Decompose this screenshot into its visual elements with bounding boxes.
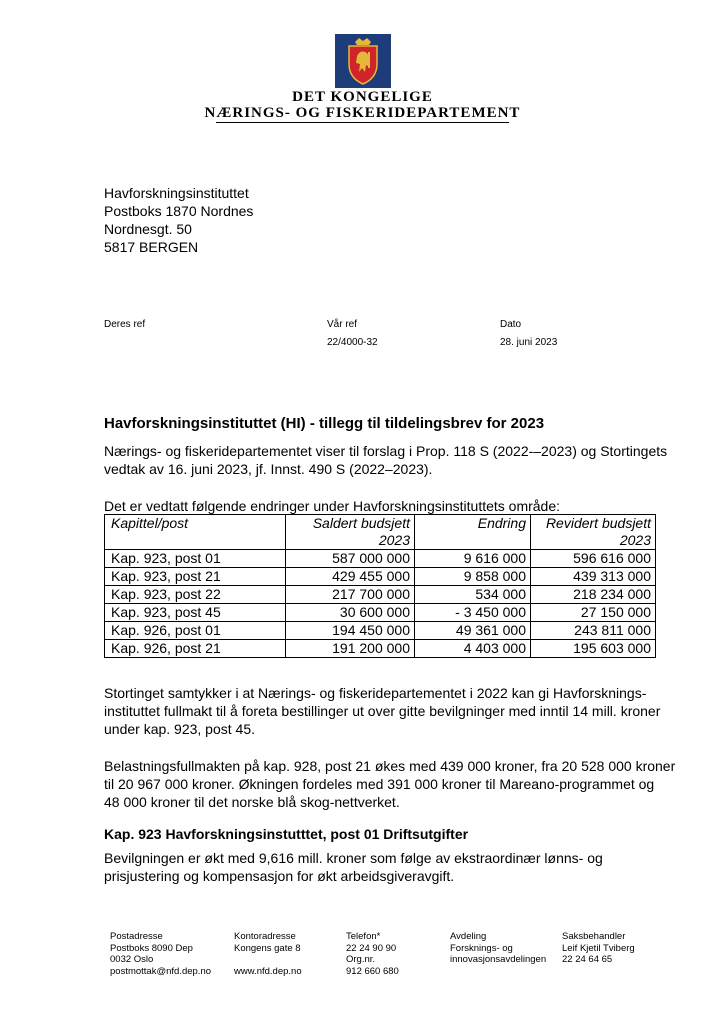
cell-endring: 9 616 000 xyxy=(415,550,531,568)
table-intro xyxy=(104,497,664,515)
var-ref-value: 22/4000-32 xyxy=(327,337,378,348)
cell-endring: 534 000 xyxy=(415,586,531,604)
text-line: Stortinget samtykker i at Nærings- og fiskeridepartementet i 2022 kan gi Havforsknings- xyxy=(104,685,647,701)
footer-website[interactable]: www.nfd.dep.no xyxy=(234,965,302,977)
coat-of-arms-logo xyxy=(335,34,391,88)
var-ref-label: Vår ref xyxy=(327,319,358,330)
header-saldert-budsjett xyxy=(286,515,415,550)
cell-endring: 9 858 000 xyxy=(415,568,531,586)
belastning-paragraph xyxy=(104,757,676,811)
text-line: Belastningsfullmakten på kap. 928, post 21 økes med 439 000 kroner, fra 20 528 000 kroner xyxy=(104,758,676,774)
text-line: Det er vedtatt følgende endringer under Havforskningsinstituttets område: xyxy=(104,498,561,514)
recipient-address xyxy=(104,184,253,256)
footer-line xyxy=(450,966,546,978)
footer-line: 22 24 90 90 xyxy=(346,942,397,954)
ministry-underline xyxy=(216,122,509,123)
footer-line: Avdeling xyxy=(450,931,487,942)
footer-postal-address xyxy=(110,931,211,977)
text-line: vedtak av 16. juni 2023, jf. Innst. 490 S (2022–2023). xyxy=(104,461,433,477)
cell-post: Kap. 923, post 22 xyxy=(105,586,286,604)
table-row xyxy=(105,640,656,658)
bevilgning-paragraph xyxy=(104,849,664,885)
cell-saldert: 587 000 000 xyxy=(286,550,415,568)
footer-line: 0032 Oslo xyxy=(110,954,154,965)
text-line: Bevilgningen er økt med 9,616 mill. kroner som følge av ekstraordinær lønns- og xyxy=(104,850,603,866)
footer-case-officer xyxy=(562,931,635,977)
footer-office-address xyxy=(234,931,302,977)
text-line: prisjustering og kompensasjon for økt arbeidsgiveravgift. xyxy=(104,868,455,884)
header-endring: Endring xyxy=(415,515,531,550)
footer-line: Leif Kjetil Tviberg xyxy=(562,942,635,954)
cell-endring: 49 361 000 xyxy=(415,622,531,640)
footer-line xyxy=(562,966,635,978)
footer-line: innovasjonsavdelingen xyxy=(450,954,547,965)
cell-revidert: 596 616 000 xyxy=(531,550,656,568)
text-line: instituttet fullmakt til å foreta bestillinger ut over gitte bevilgninger med inntil 14 mill. kroner xyxy=(104,703,661,719)
cell-post: Kap. 926, post 21 xyxy=(105,640,286,658)
deres-ref-label: Deres ref xyxy=(104,319,146,330)
cell-revidert: 243 811 000 xyxy=(531,622,656,640)
table-row xyxy=(105,586,656,604)
cell-revidert: 27 150 000 xyxy=(531,604,656,622)
cell-revidert: 218 234 000 xyxy=(531,586,656,604)
cell-endring: - 3 450 000 xyxy=(415,604,531,622)
footer-line: Postboks 8090 Dep xyxy=(110,942,193,954)
text-line: 48 000 kroner til det norske blå skog-nettverket. xyxy=(104,794,400,810)
table-header-row xyxy=(105,515,656,550)
cell-revidert: 195 603 000 xyxy=(531,640,656,658)
cell-saldert: 217 700 000 xyxy=(286,586,415,604)
footer-department xyxy=(450,931,546,977)
table-row xyxy=(105,550,656,568)
address-line: Havforskningsinstituttet xyxy=(104,185,249,201)
header-text: Saldert budsjett xyxy=(312,515,410,531)
section-heading: Kap. 923 Havforskningsinstutttet, post 01 Driftsutgifter xyxy=(104,826,469,842)
address-line: Nordnesgt. 50 xyxy=(104,221,192,237)
cell-saldert: 191 200 000 xyxy=(286,640,415,658)
ministry-name-line2: NÆRINGS- OG FISKERIDEPARTEMENT xyxy=(204,105,521,121)
footer-line: Telefon* xyxy=(346,931,381,942)
date-value: 28. juni 2023 xyxy=(500,337,558,348)
cell-post: Kap. 923, post 01 xyxy=(105,550,286,568)
footer-line: Postadresse xyxy=(110,931,163,942)
cell-post: Kap. 923, post 21 xyxy=(105,568,286,586)
intro-paragraph xyxy=(104,442,668,478)
header-text: Revidert budsjett xyxy=(545,515,651,531)
table-row xyxy=(105,604,656,622)
cell-post: Kap. 926, post 01 xyxy=(105,622,286,640)
header-revidert-budsjett xyxy=(531,515,656,550)
header-text: 2023 xyxy=(378,532,410,548)
footer-phone xyxy=(346,931,399,977)
text-line: under kap. 923, post 45. xyxy=(104,721,255,737)
budget-table xyxy=(104,514,656,658)
cell-post: Kap. 923, post 45 xyxy=(105,604,286,622)
letter-title: Havforskningsinstituttet (HI) - tillegg til tildelingsbrev for 2023 xyxy=(104,415,545,432)
date-label: Dato xyxy=(500,319,522,330)
cell-saldert: 30 600 000 xyxy=(286,604,415,622)
footer-line xyxy=(234,954,302,966)
footer-line: 22 24 64 65 xyxy=(562,954,613,965)
table-row xyxy=(105,568,656,586)
header-text: 2023 xyxy=(619,532,651,548)
header-kapittel-post: Kapittel/post xyxy=(105,515,286,550)
address-line: 5817 BERGEN xyxy=(104,239,199,255)
footer-line: Org.nr. xyxy=(346,954,376,965)
footer-line: Forsknings- og xyxy=(450,942,513,954)
footer-line: Saksbehandler xyxy=(562,931,626,942)
text-line: Nærings- og fiskeridepartementet viser til forslag i Prop. 118 S (2022-–2023) og Stortingets xyxy=(104,443,668,459)
fullmakt-paragraph xyxy=(104,684,664,738)
cell-endring: 4 403 000 xyxy=(415,640,531,658)
cell-saldert: 194 450 000 xyxy=(286,622,415,640)
cell-revidert: 439 313 000 xyxy=(531,568,656,586)
ministry-name-line1: DET KONGELIGE xyxy=(292,89,433,105)
footer-line: Kontoradresse xyxy=(234,931,296,942)
footer-line: Kongens gate 8 xyxy=(234,942,301,954)
text-line: til 20 967 000 kroner. Økningen fordeles med 391 000 kroner til Mareano-programmet og xyxy=(104,776,655,792)
footer-line: 912 660 680 xyxy=(346,965,399,977)
table-row xyxy=(105,622,656,640)
address-line: Postboks 1870 Nordnes xyxy=(104,203,254,219)
cell-saldert: 429 455 000 xyxy=(286,568,415,586)
footer-email[interactable]: postmottak@nfd.dep.no xyxy=(110,965,212,977)
